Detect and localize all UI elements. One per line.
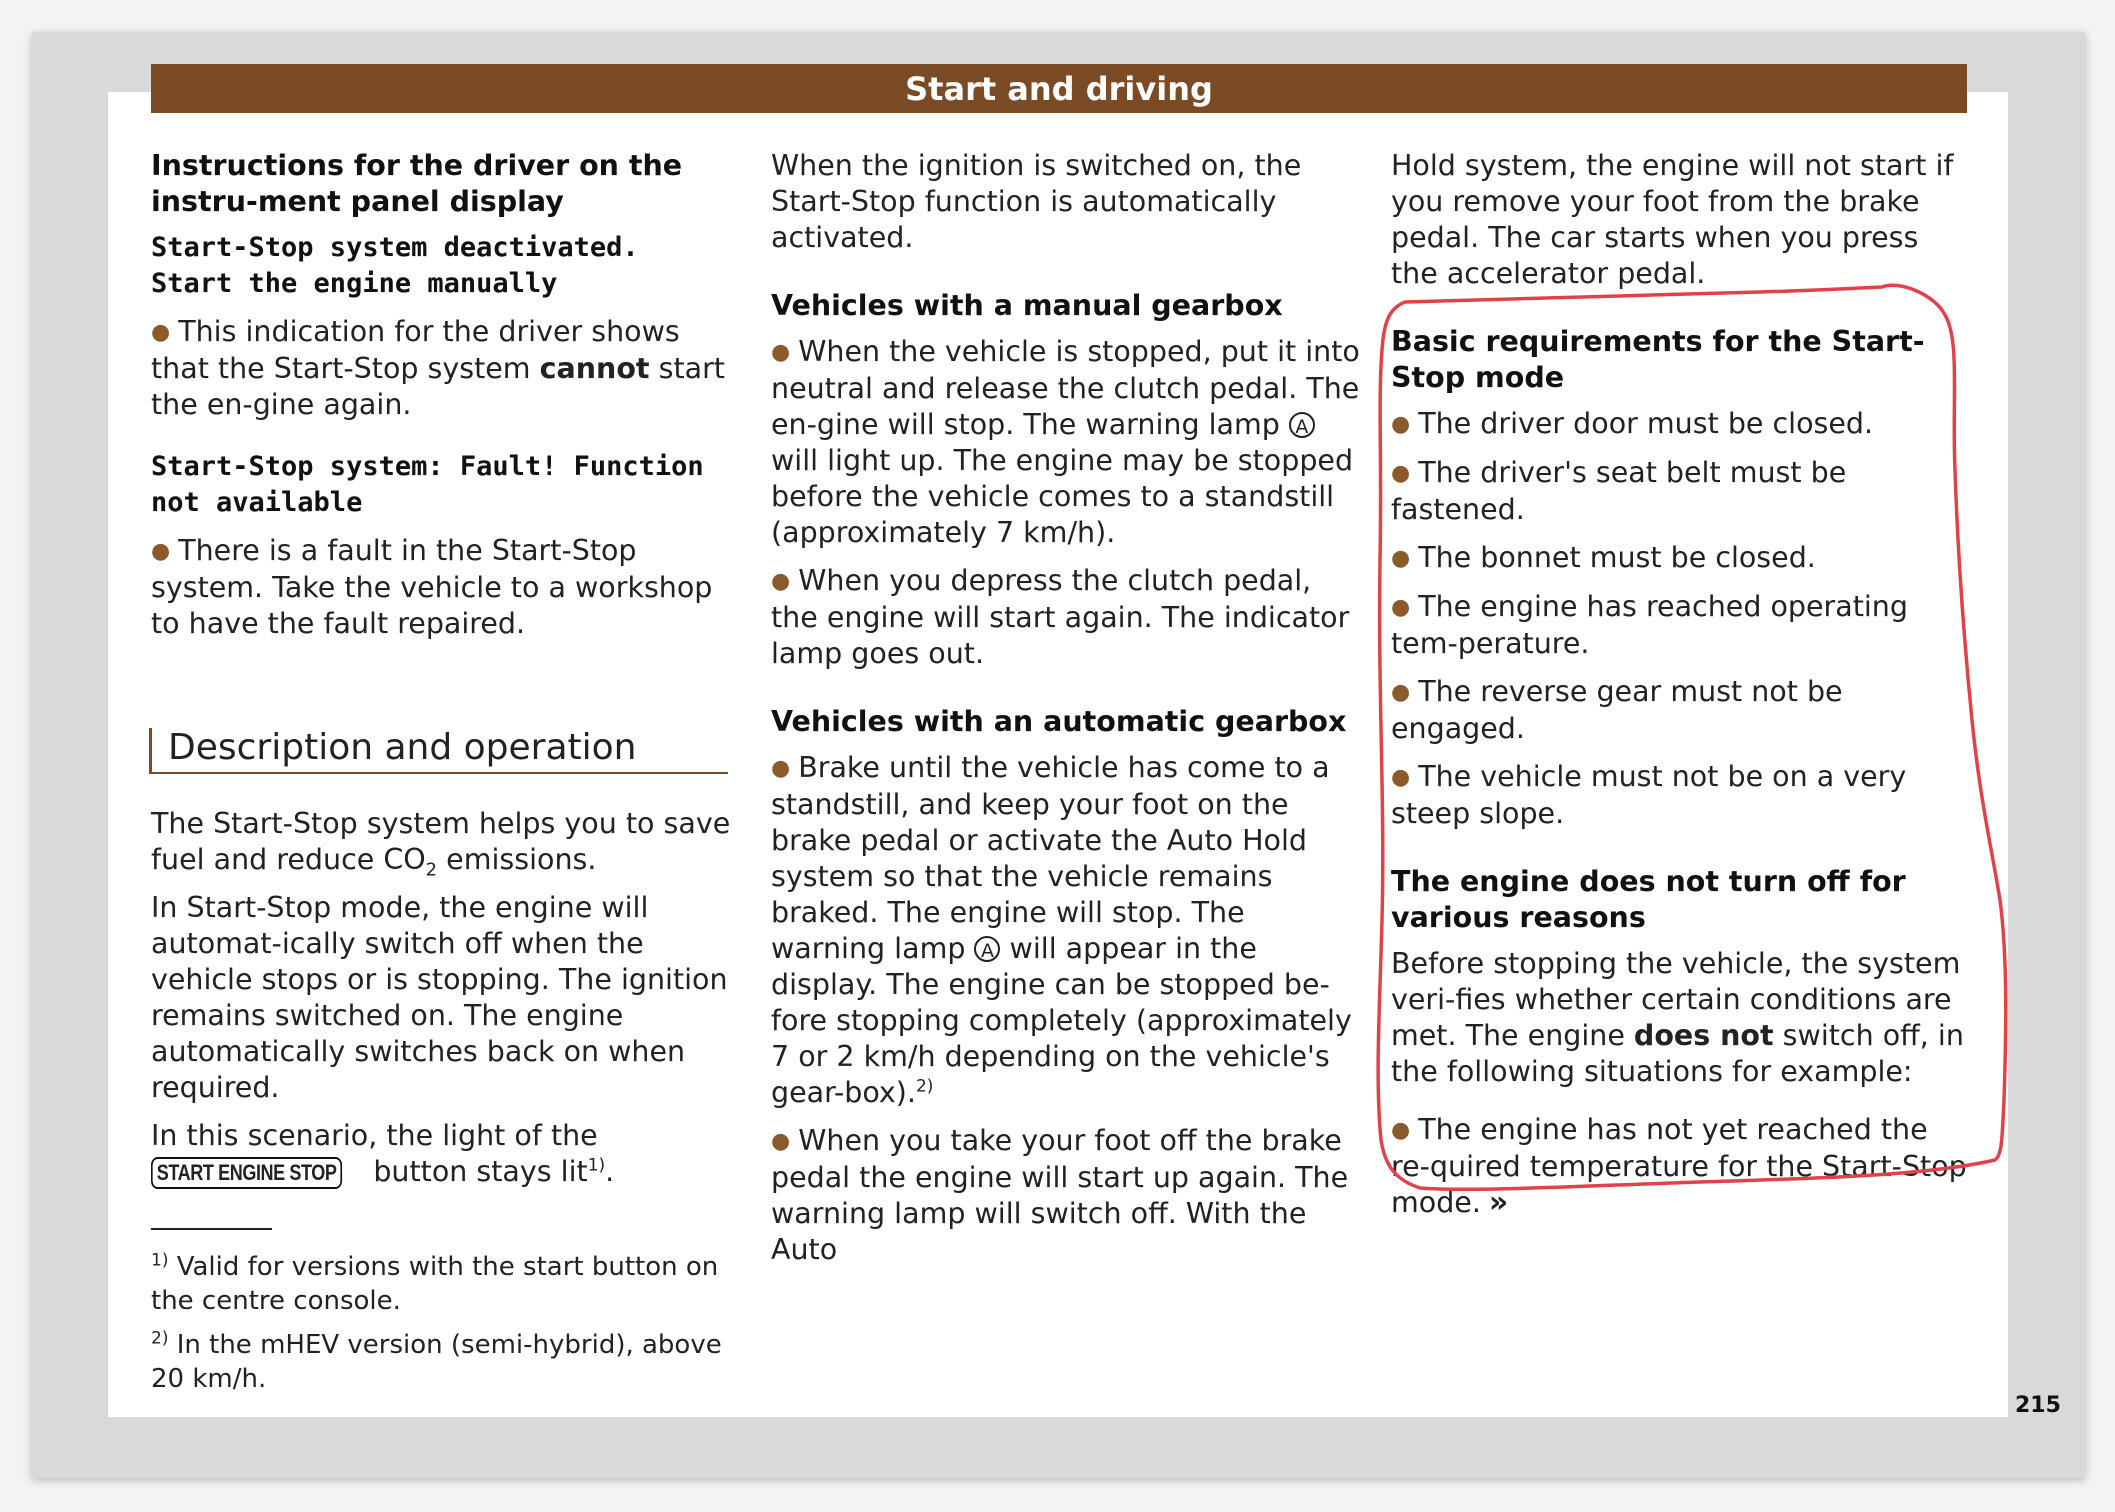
requirement-item: ● The engine has reached operating tem-perature. bbox=[1391, 590, 1908, 660]
temperature-bullet: ● The engine has not yet reached the re-quired temperature for the Start-Stop mode. » bbox=[1391, 1113, 1967, 1220]
requirement-item: ● The driver's seat belt must be fastened. bbox=[1391, 456, 1847, 526]
warning-lamp-icon: A bbox=[1289, 412, 1315, 438]
continue-chevron-icon: » bbox=[1488, 1185, 1509, 1220]
warning-lamp-icon: A bbox=[974, 936, 1000, 962]
bullet-icon: ● bbox=[1391, 1118, 1411, 1143]
page-number: 215 bbox=[2015, 1393, 2061, 1418]
bullet-icon: ● bbox=[1391, 461, 1411, 486]
ignition-intro: When the ignition is switched on, the Start-Stop function is automatically activated. bbox=[771, 149, 1302, 254]
does-not-turn-off-heading: The engine does not turn off for various reasons bbox=[1391, 865, 1906, 934]
requirement-item: ● The reverse gear must not be engaged. bbox=[1391, 675, 1843, 745]
footnotes bbox=[151, 1250, 731, 1406]
requirement-item: ● The bonnet must be closed. bbox=[1391, 541, 1816, 574]
requirement-item: ● The vehicle must not be on a very steep slope. bbox=[1391, 760, 1907, 830]
section-header-bar bbox=[151, 64, 1967, 113]
start-engine-stop-button-icon: START ENGINE STOP bbox=[151, 1157, 342, 1189]
automatic-bullet-brake: ● Brake until the vehicle has come to a standstill, and keep your foot on the brake pedal or activate the Auto Hold system so that the vehicle remains braked. The engine will stop. The warning lamp A will appear in the display. The engine can be stopped be-fore stopping completely (approximately 7 or 2 km/h depending on the vehicle's gear-box).$^{2)}$ bbox=[771, 751, 1352, 1109]
paragraph-button-lit: In this scenario, the light of the START ENGINE STOP button stays lit$^{1)}$. bbox=[151, 1119, 615, 1188]
bullet-icon: ● bbox=[1391, 595, 1411, 620]
bullet-icon: ● bbox=[151, 320, 171, 345]
bullet-icon: ● bbox=[771, 569, 791, 594]
manual-gearbox-heading: Vehicles with a manual gearbox bbox=[771, 289, 1283, 322]
bullet-icon: ● bbox=[771, 1129, 791, 1154]
requirement-item: ● The driver door must be closed. bbox=[1391, 407, 1874, 440]
column-middle bbox=[771, 148, 1361, 1280]
paragraph-save-fuel: The Start-Stop system helps you to save fuel and reduce $CO_2$ emissions. bbox=[151, 807, 731, 881]
description-section-heading: Description and operation bbox=[149, 728, 728, 774]
automatic-bullet-release: ● When you take your foot off the brake pedal the engine will start up again. The warning lamp will switch off. With the Auto bbox=[771, 1124, 1349, 1266]
manual-bullet-stop: ● When the vehicle is stopped, put it into neutral and release the clutch pedal. The en-gine will stop. The warning lamp A will light up. The engine may be stopped before the vehicle comes to a standstill (approximately 7 km/h). bbox=[771, 335, 1360, 549]
instructions-heading: Instructions for the driver on the instru-ment panel display bbox=[151, 149, 683, 218]
column-right bbox=[1391, 148, 1971, 1233]
footnote-1: $^{1)}$ Valid for versions with the start button on the centre console. bbox=[151, 1250, 719, 1316]
message-fault-text: ● There is a fault in the Start-Stop system. Take the vehicle to a workshop to have the fault repaired. bbox=[151, 534, 713, 640]
section-header-title: Start and driving bbox=[905, 69, 1213, 108]
message-fault-title: Start-Stop system: Fault! Function not available bbox=[151, 451, 704, 518]
bullet-icon: ● bbox=[151, 539, 171, 564]
automatic-gearbox-heading: Vehicles with an automatic gearbox bbox=[771, 705, 1347, 738]
column-left bbox=[151, 148, 731, 1202]
manual-bullet-restart: ● When you depress the clutch pedal, the engine will start again. The indicator lamp goes out. bbox=[771, 564, 1350, 670]
bullet-icon: ● bbox=[771, 340, 791, 365]
message-deactivated-text: ● This indication for the driver shows that the Start-Stop system cannot start the en-gine again. bbox=[151, 315, 725, 421]
bullet-icon: ● bbox=[771, 756, 791, 781]
bullet-icon: ● bbox=[1391, 546, 1411, 571]
bullet-icon: ● bbox=[1391, 680, 1411, 705]
paragraph-start-stop-mode: In Start-Stop mode, the engine will automat-ically switch off when the vehicle stops or is stopping. The ignition remains switched on. The engine automatically switches back on when required. bbox=[151, 891, 728, 1104]
auto-hold-continued: Hold system, the engine will not start if you remove your foot from the brake pedal. The car starts when you press the accelerator pedal. bbox=[1391, 149, 1954, 290]
message-deactivated-title: Start-Stop system deactivated. Start the engine manually bbox=[151, 232, 639, 299]
footnote-2: $^{2)}$ In the mHEV version (semi-hybrid), above 20 km/h. bbox=[151, 1328, 722, 1394]
footnote-divider bbox=[151, 1228, 272, 1230]
bullet-icon: ● bbox=[1391, 765, 1411, 790]
requirements-heading: Basic requirements for the Start-Stop mode bbox=[1391, 325, 1925, 394]
bullet-icon: ● bbox=[1391, 412, 1411, 437]
does-not-turn-off-text: Before stopping the vehicle, the system veri-fies whether certain conditions are met. The engine does not switch off, in the following situations for example: bbox=[1391, 947, 1964, 1088]
